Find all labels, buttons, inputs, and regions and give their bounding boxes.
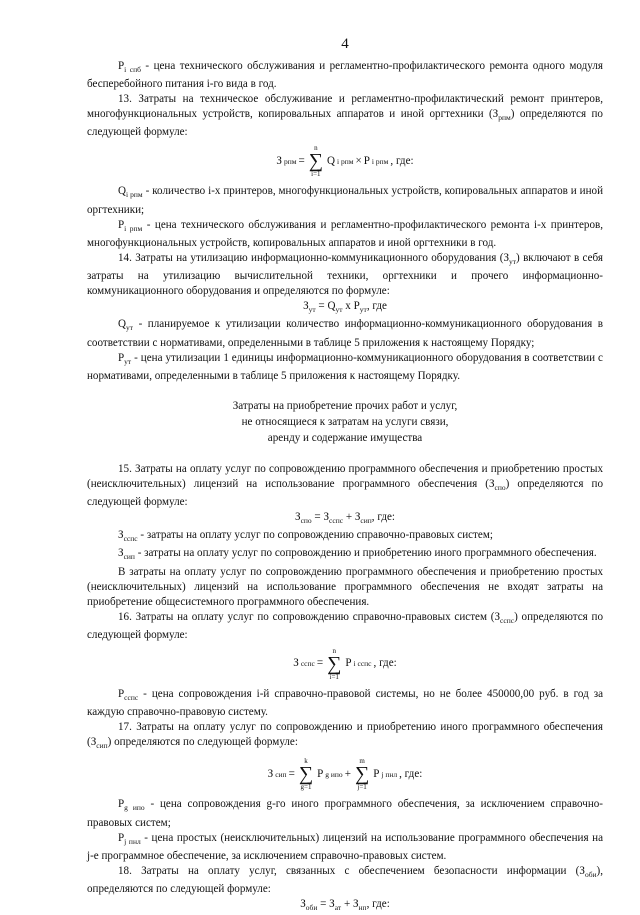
section-heading: Затраты на приобретение прочих работ и услуг, не относящиеся к затратам на услуги связи, аренду и содержание имущества (232, 399, 458, 444)
formula-16: З сспс = n ∑ i=1 P i сспс , где: (293, 646, 397, 681)
page-number: 4 (341, 36, 349, 52)
sum-symbol-g: k ∑ g=1 (298, 757, 314, 792)
formula-15: $З_{спо} = З_{сспс} + З_{сип}$, где: (295, 510, 395, 526)
item-16: 16. Затраты на оплату услуг по сопровождению справочно-правовых систем $(З_{сспс})$ определяются по следующей формуле: (87, 610, 603, 641)
definition-z-sip: $З_{сип}$ - затраты на оплату услуг по сопровождению и приобретению иного программного обеспечения. (118, 547, 597, 562)
definition-p-pnl: $Р_{j пнл}$ - цена простых (неисключительных) лицензий на использование программного обеспечения на j-е программное обеспечение, за исключением справочно-правовых систем. (87, 831, 603, 862)
not-included-paragraph: В затраты на оплату услуг по сопровождению программного обеспечения и приобретению простых (неисключительных) лицензий на использование программного обеспечения не входят затраты на приобретение общесистемного программного обеспечения. (87, 565, 603, 608)
definition-p-ut: $Р_{ут}$ - цена утилизации 1 единицы информационно-коммуникационного оборудования в соответствии с нормативами, определенными в таблице 5 приложения к настоящему Порядку. (87, 351, 603, 382)
item-18: 18. Затраты на оплату услуг, связанных с обеспечением безопасности информации $(З_{оби})$, определяются по следующей формуле: (87, 864, 603, 895)
definition-p-spb: $Р_{i спб}$ - цена технического обслуживания и регламентно-профилактического ремонта одного модуля бесперебойного питания i-го вида в год. (87, 60, 603, 91)
definition-p-ssps: $Р_{сспс}$ - цена сопровождения i-й справочно-правовой системы, но не более 450000,00 руб. в год за каждую справочно-правовую систему. (87, 687, 603, 719)
formula-14: $З_{ут} = Q_{ут}$ x $Р_{ут}$, где (303, 300, 387, 315)
sum-symbol-j: m ∑ j=1 (354, 757, 370, 792)
definition-q-rpm: $Q_{i рпм}$ - количество i-х принтеров, многофункциональных устройств, копировальных аппаратов и иной оргтехники; (87, 185, 604, 216)
item-15: 15. Затраты на оплату услуг по сопровождению программного обеспечения и приобретению простых (неисключительных) лицензий на использование программного обеспечения $(З_{спо})$ определяются по следующей формуле: (87, 462, 603, 508)
sum-symbol: n ∑ i=1 (327, 646, 342, 681)
definition-p-rpm: $Р_{i рпм}$ - цена технического обслуживания и регламентно-профилактического ремонта i-х принтеров, многофункциональных устройств, копировальных аппаратов и иной оргтехники в год. (87, 218, 603, 249)
item-17: 17. Затраты на оплату услуг по сопровождению и приобретению иного программного обеспечения $(З_{сип})$ определяются по следующей формуле: (87, 721, 603, 751)
sum-symbol: n ∑ i=1 (308, 144, 323, 179)
definition-q-ut: $Q_{ут}$ - планируемое к утилизации количество информационно-коммуникационного оборудования в соответствии с нормативами, определенными в таблице 5 приложения к настоящему Порядку; (87, 318, 603, 349)
definition-z-ssps: $З_{сспс}$ - затраты на оплату услуг по сопровождению справочно-правовых систем; (118, 529, 493, 544)
item-13: 13. Затраты на техническое обслуживание и регламентно-профилактический ремонт принтеров, многофункциональных устройств, копировальных аппаратов и иной оргтехники $(З_{рпм})$ определяются по следующей формуле: (87, 93, 603, 139)
formula-13: З рпм = n ∑ i=1 Q i рпм × P i рпм , где: (276, 144, 414, 179)
formula-17: З сип = k ∑ g=1 P g ипо + m ∑ j=1 P j пнл , где: (267, 757, 423, 792)
item-14: 14. Затраты на утилизацию информационно-коммуникационного оборудования $(З_{ут})$ включают в себя затраты на утилизацию вычислительной техники, оргтехники и прочего информационно-коммуникационного оборудования и определяются по формуле: (87, 251, 603, 298)
formula-18: $З_{оби} = З_{ат} + З_{нп}$, где: (300, 897, 390, 913)
definition-p-ipo: $Р_{g ипо}$ - цена сопровождения g-го иного программного обеспечения, за исключением справочно-правовых систем; (87, 798, 603, 829)
